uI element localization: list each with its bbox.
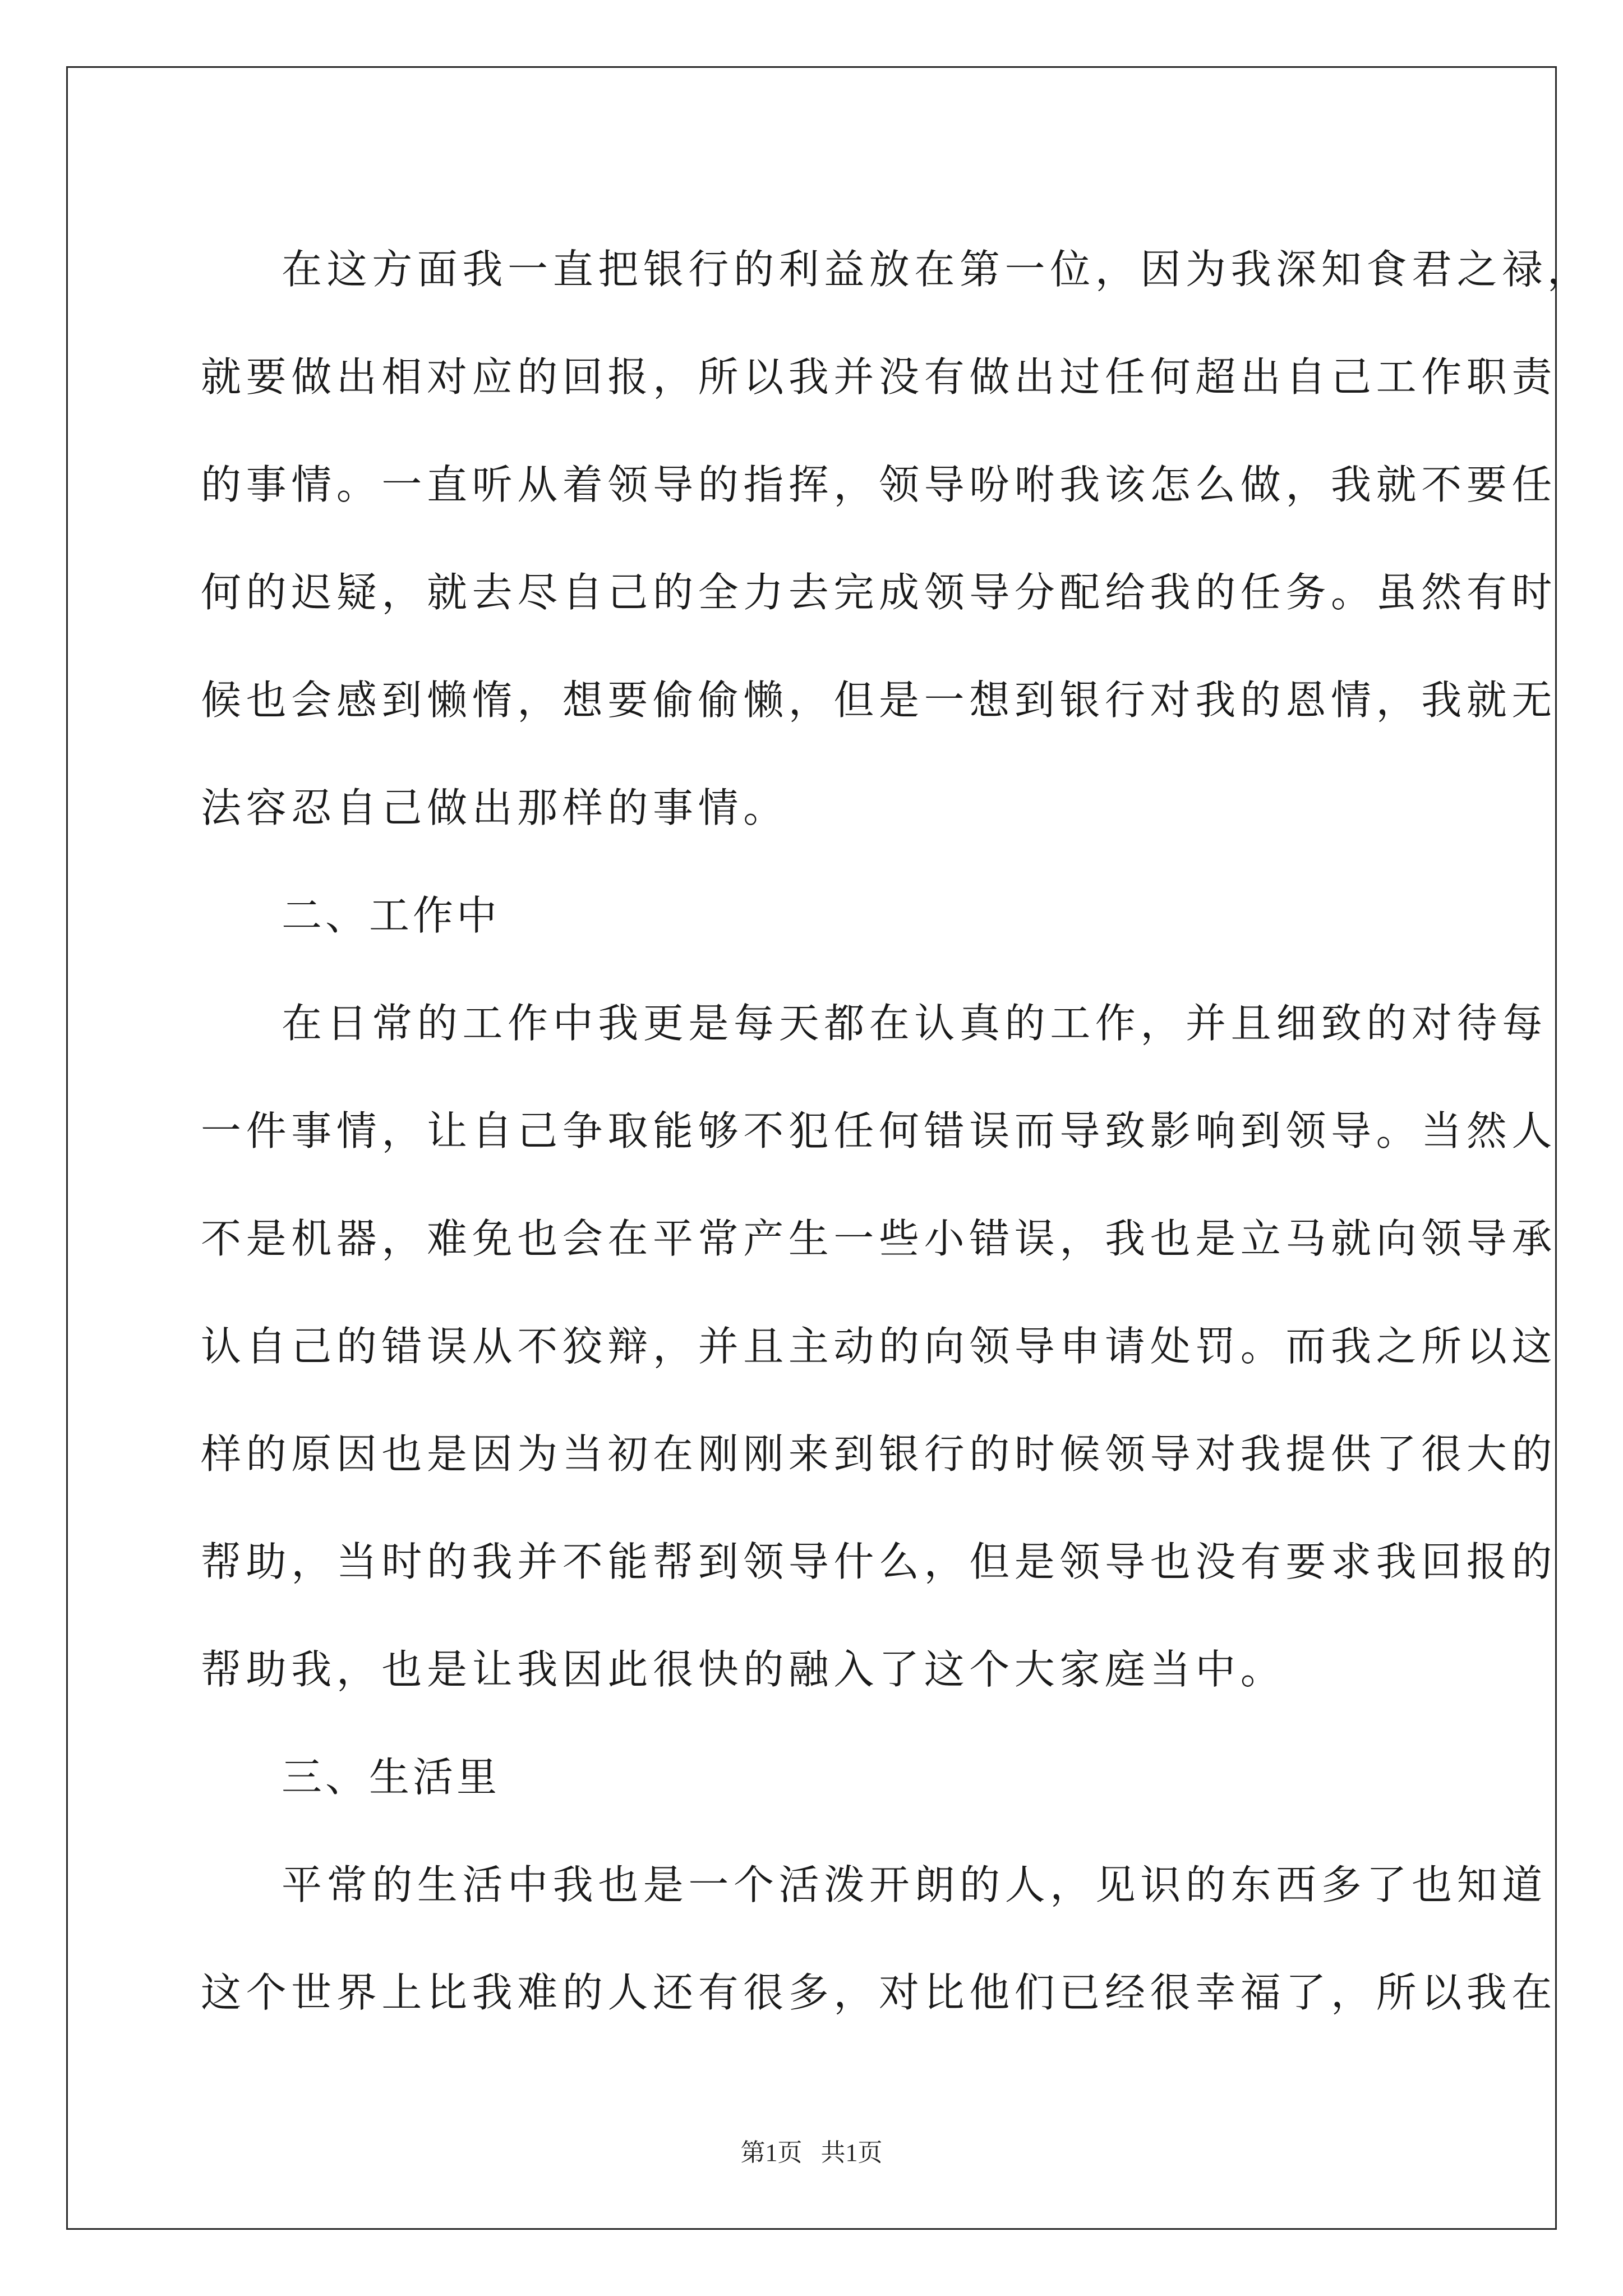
text-line: 平常的生活中我也是一个活泼开朗的人，见识的东西多了也知道 xyxy=(282,1861,1547,1908)
text-line: 就要做出相对应的回报，所以我并没有做出过任何超出自己工作职责 xyxy=(201,353,1557,401)
text-line: 帮助，当时的我并不能帮到领导什么，但是领导也没有要求我回报的 xyxy=(201,1538,1557,1585)
text-line: 在这方面我一直把银行的利益放在第一位，因为我深知食君之禄， xyxy=(282,246,1593,293)
document-body xyxy=(201,215,1593,2046)
text-line: 法容忍自己做出那样的事情。 xyxy=(201,784,789,831)
page-footer: 第1页 共1页 xyxy=(740,2139,883,2166)
text-line: 这个世界上比我难的人还有很多，对比他们已经很幸福了，所以我在 xyxy=(201,1969,1557,2016)
text-line: 不是机器，难免也会在平常产生一些小错误，我也是立马就向领导承 xyxy=(201,1215,1557,1262)
text-line: 的事情。一直听从着领导的指挥，领导吩咐我该怎么做，我就不要任 xyxy=(201,461,1557,508)
section-heading: 二、工作中 xyxy=(282,892,501,939)
text-line: 样的原因也是因为当初在刚刚来到银行的时候领导对我提供了很大的 xyxy=(201,1430,1557,1478)
text-line: 认自己的错误从不狡辩，并且主动的向领导申请处罚。而我之所以这 xyxy=(201,1323,1557,1370)
text-line: 在日常的工作中我更是每天都在认真的工作，并且细致的对待每 xyxy=(282,1000,1547,1047)
text-line: 帮助我，也是让我因此很快的融入了这个大家庭当中。 xyxy=(201,1646,1286,1693)
section-heading: 三、生活里 xyxy=(282,1754,501,1801)
text-line: 候也会感到懒惰，想要偷偷懒，但是一想到银行对我的恩情，我就无 xyxy=(201,677,1557,724)
text-line: 一件事情，让自己争取能够不犯任何错误而导致影响到领导。当然人 xyxy=(201,1107,1557,1154)
text-line: 何的迟疑，就去尽自己的全力去完成领导分配给我的任务。虽然有时 xyxy=(201,569,1557,616)
